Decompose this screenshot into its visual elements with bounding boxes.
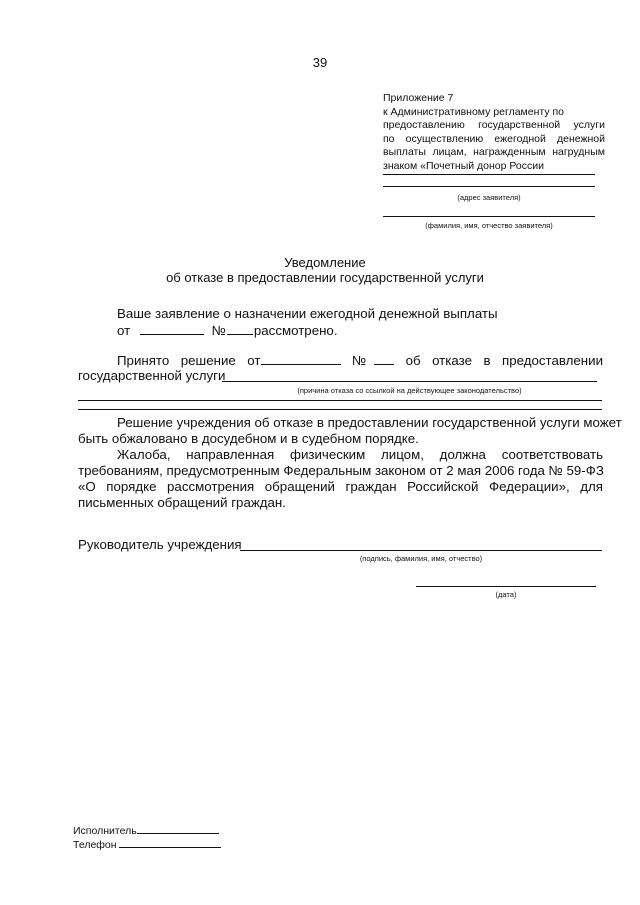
complaint-text: «О порядке рассмотрения обращений граждан Российской Федерации», для	[78, 479, 603, 494]
executor-field	[73, 823, 219, 837]
complaint-text: требованиям, предусмотренным Федеральным законом от 2 мая 2006 года № 59-ФЗ	[78, 463, 604, 478]
address-line[interactable]	[383, 174, 595, 175]
reason-line[interactable]	[78, 409, 602, 410]
document-title: Уведомление	[284, 255, 366, 270]
application-number-blank[interactable]	[227, 322, 253, 335]
decision-line	[117, 352, 603, 369]
phone-field	[73, 837, 221, 851]
decision-word: в	[483, 353, 491, 368]
decision-word: об	[405, 353, 421, 368]
applicant-name-caption: (фамилия, имя, отчество заявителя)	[425, 221, 553, 230]
signature-caption: (подпись, фамилия, имя, отчество)	[359, 554, 483, 563]
decision-word: решение	[180, 353, 236, 368]
number-sign: №	[211, 323, 226, 338]
decision-word: от	[247, 353, 340, 368]
phone-label: Телефон	[73, 839, 117, 851]
decision-number-blank[interactable]	[374, 352, 394, 365]
appendix-line: предоставлению государственной услуги	[383, 119, 605, 132]
signature-line[interactable]	[240, 550, 602, 551]
head-label: Руководитель учреждения	[78, 537, 242, 552]
applicant-name-line[interactable]	[383, 216, 595, 217]
phone-blank[interactable]	[119, 837, 221, 848]
document-subtitle: об отказе в предоставлении государственной услуги	[166, 270, 484, 285]
application-date-blank[interactable]	[140, 322, 204, 335]
address-line[interactable]	[383, 186, 595, 187]
appendix-line: выплаты лицам, награжденным нагрудным	[383, 146, 605, 159]
complaint-text: Жалоба, направленная физическим лицом, должна соответствовать	[117, 447, 603, 462]
application-date-line	[117, 322, 338, 339]
date-line[interactable]	[416, 586, 596, 587]
appeal-text: быть обжаловано в досудебном и в судебном порядке.	[78, 431, 419, 446]
appendix-header	[383, 92, 605, 174]
appendix-line: знаком «Почетный донор России	[383, 159, 545, 172]
date-caption: (дата)	[495, 590, 517, 599]
address-caption: (адрес заявителя)	[457, 193, 521, 202]
decision-date-blank[interactable]	[261, 352, 341, 365]
from-label: от	[117, 323, 131, 338]
decision-line-2: государственной услуги	[78, 368, 226, 383]
reason-caption: (причина отказа со ссылкой на действующее законодательство)	[297, 386, 522, 395]
reason-line[interactable]	[222, 381, 597, 382]
page-number: 39	[312, 55, 328, 70]
complaint-text: письменных обращений граждан.	[78, 495, 286, 510]
decision-word: Принято	[117, 353, 170, 368]
decision-word: №	[352, 353, 394, 368]
executor-blank[interactable]	[137, 823, 219, 834]
appendix-line: Приложение 7	[383, 92, 454, 104]
decision-word: отказе	[432, 353, 472, 368]
decision-word: предоставлении	[502, 353, 603, 368]
appendix-line: по осуществлению ежегодной денежной	[383, 132, 605, 145]
executor-label: Исполнитель	[73, 825, 137, 837]
appeal-text: Решение учреждения об отказе в предоставлении государственной услуги может	[117, 415, 622, 430]
reason-line[interactable]	[78, 400, 602, 401]
appendix-line: к Административному регламенту по	[383, 105, 565, 118]
reviewed-label: рассмотрено.	[253, 323, 338, 338]
application-line: Ваше заявление о назначении ежегодной денежной выплаты	[117, 306, 498, 321]
